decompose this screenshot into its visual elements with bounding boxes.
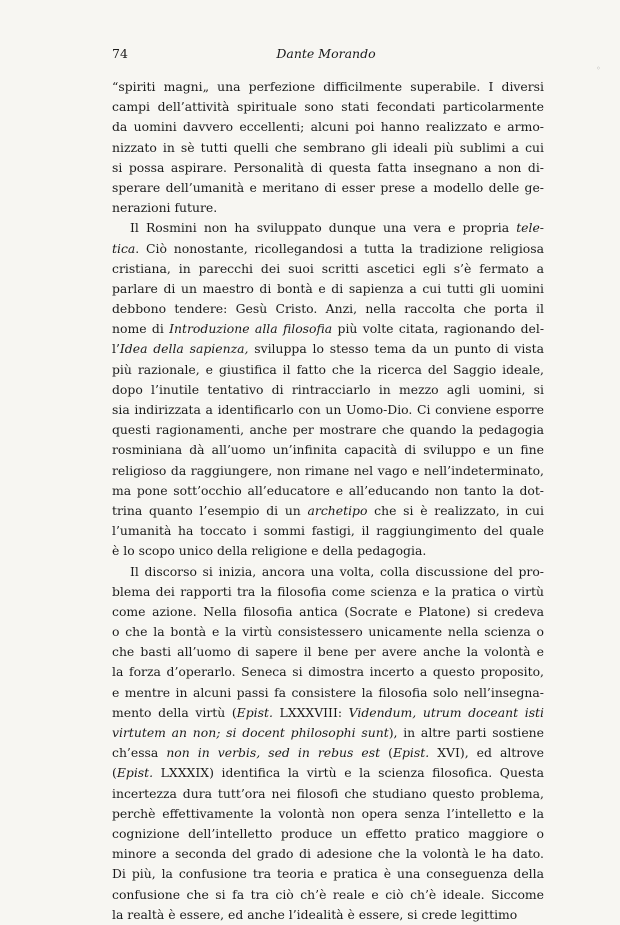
text-line bbox=[112, 420, 544, 440]
text-span: campi dell’attività spirituale sono stati fecondati particolarmente bbox=[112, 99, 544, 115]
italic-span: non in verbis, sed in rebus est bbox=[166, 745, 381, 761]
italic-span: tica bbox=[112, 240, 136, 256]
text-span: l’ bbox=[112, 341, 120, 357]
italic-span: Videndum, utrum doceant isti bbox=[348, 704, 544, 720]
text-line bbox=[112, 138, 544, 158]
text-span: . Ciò nonostante, ricollegandosi a tutta la tradizione religiosa bbox=[135, 240, 544, 256]
text-span: parlare di un maestro di bontà e di sapienza a cui tutti gli uomini bbox=[112, 280, 544, 296]
italic-span: archetipo bbox=[307, 502, 368, 518]
text-span: Di più, la confusione tra teoria e pratica è una conseguenza della bbox=[112, 866, 544, 882]
italic-span: Epist. bbox=[236, 704, 273, 720]
text-span: si possa aspirare. Personalità di questa fatta insegnano a non di- bbox=[112, 159, 544, 175]
text-line bbox=[112, 259, 544, 279]
text-span: che si è realizzato, in cui bbox=[367, 502, 544, 518]
text-line bbox=[112, 885, 544, 905]
text-line bbox=[112, 198, 544, 218]
text-span: “spiriti magni„ una perfezione difficilmente superabile. I diversi bbox=[112, 79, 544, 94]
text-line bbox=[112, 380, 544, 400]
text-line bbox=[112, 218, 544, 238]
text-line bbox=[112, 844, 544, 864]
running-head: Dante Morando bbox=[276, 46, 376, 61]
text-span: incertezza dura tutt’ora nei filosofi che studiano questo problema, bbox=[112, 785, 544, 801]
page-number: 74 bbox=[112, 46, 128, 61]
italic-span: Introduzione alla filosofia bbox=[169, 321, 333, 337]
text-span: debbono tendere: Gesù Cristo. Anzi, nella raccolta che porta il bbox=[112, 301, 544, 317]
text-span: la forza d’operarlo. Seneca si dimostra incerto a questo proposito, bbox=[112, 664, 544, 680]
text-span: XVI), ed altrove bbox=[429, 745, 544, 761]
text-span: trina quanto l’esempio di un bbox=[112, 502, 308, 518]
text-span: Il discorso si inizia, ancora una volta, colla discussione del pro- bbox=[130, 563, 544, 579]
text-span: LXXXVIII: bbox=[272, 704, 349, 720]
text-line bbox=[112, 97, 544, 117]
text-line bbox=[112, 703, 544, 723]
text-line bbox=[112, 117, 544, 137]
text-line bbox=[112, 824, 544, 844]
text-span: più razionale, e giustifica il fatto che la ricerca del Saggio ideale, bbox=[112, 361, 544, 377]
text-span: Il Rosmini non ha sviluppato dunque una vera e propria bbox=[130, 220, 517, 236]
text-line bbox=[112, 784, 544, 804]
text-span: ( bbox=[380, 745, 393, 761]
text-line bbox=[112, 239, 544, 259]
text-span: ch’essa bbox=[112, 745, 167, 761]
text-line bbox=[112, 804, 544, 824]
text-line bbox=[112, 360, 544, 380]
italic-span: Idea della sapienza, bbox=[119, 341, 249, 357]
text-span: ma pone sott’occhio all’educatore e all’educando non tanto la dot- bbox=[112, 482, 544, 498]
text-span: nome di bbox=[112, 321, 170, 337]
text-span: la realtà è essere, ed anche l’idealità è essere, si crede legittimo bbox=[112, 906, 518, 922]
text-line bbox=[112, 602, 544, 622]
text-line bbox=[112, 683, 544, 703]
text-span: da uomini davvero eccellenti; alcuni poi hanno realizzato e armo- bbox=[112, 119, 544, 135]
text-line bbox=[112, 541, 544, 561]
text-line bbox=[112, 642, 544, 662]
text-span: blema dei rapporti tra la filosofia come scienza e la pratica o virtù bbox=[112, 583, 544, 599]
text-line bbox=[112, 461, 544, 481]
text-line bbox=[112, 400, 544, 420]
text-span: sperare dell’umanità e meritano di esser prese a modello delle ge- bbox=[112, 179, 544, 195]
text-line bbox=[112, 622, 544, 642]
text-span: religioso da raggiungere, non rimane nel vago e nell’indeterminato, bbox=[112, 462, 544, 478]
text-span: cognizione dell’intelletto produce un effetto pratico maggiore o bbox=[112, 825, 544, 841]
italic-span: virtutem an non; si docent philosophi sunt bbox=[112, 725, 389, 740]
text-line bbox=[112, 864, 544, 884]
text-span: cristiana, in parecchi dei suoi scritti ascetici egli s’è fermato a bbox=[112, 260, 544, 276]
text-span: ( bbox=[112, 765, 117, 781]
text-line bbox=[112, 763, 544, 783]
italic-span: Epist. bbox=[116, 765, 154, 781]
text-line bbox=[112, 562, 544, 582]
text-span: sia indirizzata a identificarlo con un Uomo-Dio. Ci conviene esporre bbox=[112, 402, 544, 417]
text-line bbox=[112, 905, 544, 925]
text-span: ), in altre parti sostiene bbox=[388, 725, 544, 740]
text-span: e mentre in alcuni passi fa consistere la filosofia solo nell’insegna- bbox=[112, 684, 544, 700]
text-span: è lo scopo unico della religione e della pedagogia. bbox=[112, 543, 427, 559]
text-line bbox=[112, 299, 544, 319]
body-text bbox=[112, 77, 544, 925]
text-span: rosminiana dà all’uomo un’infinita capacità di sviluppo e un fine bbox=[112, 442, 544, 458]
text-span: che basti all’uomo di sapere il bene per avere anche la volontà e bbox=[112, 644, 544, 660]
text-span: o che la bontà e la virtù consistessero unicamente nella scienza o bbox=[112, 624, 544, 640]
text-span: LXXXIX) identifica la virtù e la scienza filosofica. Questa bbox=[153, 765, 544, 781]
text-span: più volte citata, ragionando del- bbox=[332, 321, 544, 337]
text-line bbox=[112, 582, 544, 602]
text-line bbox=[112, 279, 544, 299]
text-line bbox=[112, 723, 544, 743]
text-line bbox=[112, 501, 544, 521]
scan-speck: ◦ bbox=[596, 64, 601, 73]
text-line bbox=[112, 319, 544, 339]
text-span: sviluppa lo stesso tema da un punto di vista bbox=[248, 341, 544, 357]
text-span: mento della virtù ( bbox=[112, 704, 237, 720]
text-span: nizzato in sè tutti quelli che sembrano gli ideali più sublimi a cui bbox=[112, 139, 544, 155]
text-line bbox=[112, 743, 544, 763]
text-line bbox=[112, 662, 544, 682]
text-line bbox=[112, 77, 544, 97]
text-line bbox=[112, 178, 544, 198]
text-span: confusione che si fa tra ciò ch’è reale e ciò ch’è ideale. Siccome bbox=[112, 886, 544, 902]
text-span: l’umanità ha toccato i sommi fastigi, il raggiungimento del quale bbox=[112, 523, 544, 539]
text-line bbox=[112, 521, 544, 541]
text-span: nerazioni future. bbox=[112, 200, 218, 216]
text-line bbox=[112, 339, 544, 359]
text-span: minore a seconda del grado di adesione che la volontà le ha dato. bbox=[112, 846, 544, 862]
text-span: perchè effettivamente la volontà non opera senza l’intelletto e la bbox=[112, 805, 544, 821]
text-line bbox=[112, 440, 544, 460]
text-span: come azione. Nella filosofia antica (Socrate e Platone) si credeva bbox=[112, 603, 544, 619]
text-span: dopo l’inutile tentativo di rintracciarlo in mezzo agli uomini, si bbox=[112, 381, 544, 397]
italic-span: tele- bbox=[516, 220, 544, 236]
text-span: questi ragionamenti, anche per mostrare che quando la pedagogia bbox=[112, 422, 544, 438]
text-line bbox=[112, 481, 544, 501]
italic-span: Epist. bbox=[392, 745, 430, 761]
text-line bbox=[112, 158, 544, 178]
page-header bbox=[112, 44, 540, 64]
